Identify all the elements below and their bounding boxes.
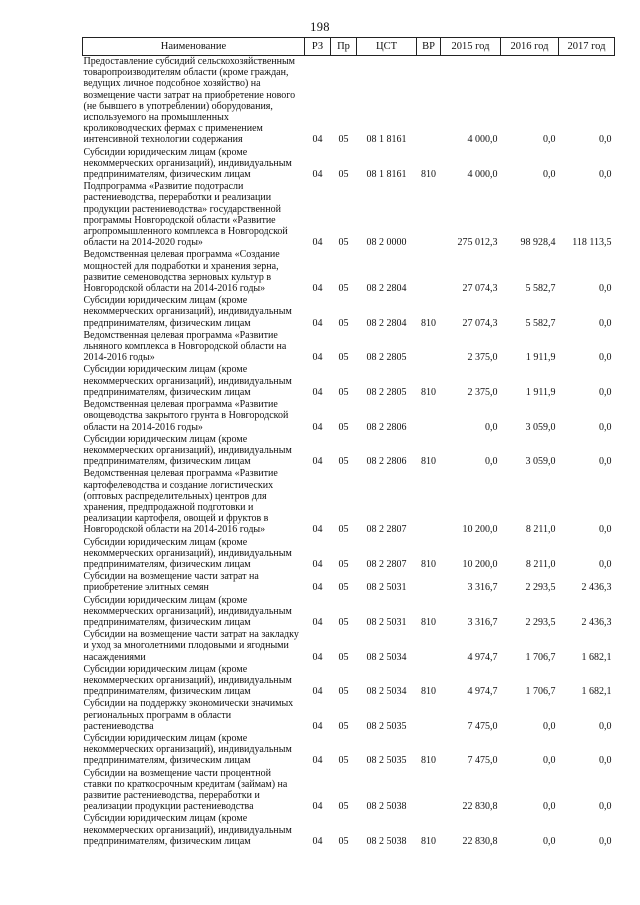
row-vr [417,56,441,147]
row-2015: 2 375,0 [467,386,498,398]
row-pr: 05 [338,720,349,732]
row-vr: 810 [421,456,436,468]
row-rz: 04 [312,720,323,732]
table-body [83,56,615,849]
row-2015: 7 475,0 [467,755,498,767]
row-cst: 08 2 2804 [366,317,407,329]
row-cst: 08 2 5035 [366,720,407,732]
row-2017: 0,0 [599,755,612,767]
header-pr: Пр [331,38,357,56]
row-vr: 810 [421,835,436,847]
row-2017: 0,0 [599,386,612,398]
row-2017: 0,0 [599,421,612,433]
row-2016: 1 706,7 [525,651,556,663]
row-name: Субсидии юридическим лицам (кроме некоммерческих организаций), индивидуальным предпринимателям, физическим лицам [83,364,292,398]
table-row [83,595,615,630]
row-vr: 810 [421,686,436,698]
row-name: Субсидии юридическим лицам (кроме некоммерческих организаций), индивидуальным предпринимателям, физическим лицам [83,295,292,329]
row-rz: 04 [312,386,323,398]
row-name: Ведомственная целевая программа «Развитие овощеводства закрытого грунта в Новгородской области на 2014-2016 годы» [83,399,289,433]
row-name: Субсидии юридическим лицам (кроме некоммерческих организаций), индивидуальным предпринимателям, физическим лицам [83,813,292,847]
table-row [83,664,615,699]
row-name: Субсидии юридическим лицам (кроме некоммерческих организаций), индивидуальным предпринимателям, физическим лицам [83,536,292,570]
row-cst: 08 2 5034 [366,686,407,698]
table-row [83,147,615,182]
table-row [83,249,615,295]
table-row [83,768,615,814]
row-name: Субсидии юридическим лицам (кроме некоммерческих организаций), индивидуальным предпринимателям, физическим лицам [83,594,292,628]
row-rz: 04 [312,237,323,249]
table-row [83,733,615,768]
row-name: Ведомственная целевая программа «Развитие льняного комплекса в Новгородской области на 2014-2016 годы» [83,329,287,364]
header-rz: РЗ [305,38,331,56]
row-vr [417,399,441,434]
row-vr: 810 [421,558,436,570]
row-2016: 5 582,7 [525,283,556,295]
row-rz: 04 [312,421,323,433]
row-2016: 8 211,0 [525,558,556,570]
row-2015: 27 074,3 [462,283,498,295]
row-rz: 04 [312,283,323,295]
row-2015: 10 200,0 [462,558,498,570]
row-rz: 04 [312,134,323,146]
row-cst: 08 2 5034 [366,651,407,663]
table-row [83,571,615,594]
row-2017: 0,0 [599,134,612,146]
row-vr: 810 [421,386,436,398]
row-vr: 810 [421,317,436,329]
row-vr: 810 [421,616,436,628]
row-2017: 0,0 [599,169,612,181]
row-cst: 08 2 5035 [366,755,407,767]
row-2016: 1 706,7 [525,686,556,698]
row-rz: 04 [312,169,323,181]
row-cst: 08 2 2807 [366,558,407,570]
row-2016: 3 059,0 [525,456,556,468]
row-name: Субсидии на поддержку экономически значимых региональных программ в области растениеводства [83,698,294,732]
table-row [83,181,615,249]
row-2017: 1 682,1 [581,651,612,663]
header-2015: 2015 год [441,38,501,56]
row-vr [417,330,441,365]
row-2015: 22 830,8 [462,835,498,847]
row-2016: 0,0 [543,835,556,847]
row-2016: 0,0 [543,801,556,813]
row-2016: 0,0 [543,755,556,767]
table-row [83,629,615,664]
row-2017: 0,0 [599,456,612,468]
row-2017: 1 682,1 [581,686,612,698]
row-2017: 2 436,3 [581,582,612,594]
row-name: Субсидии юридическим лицам (кроме некоммерческих организаций), индивидуальным предпринимателям, физическим лицам [83,433,292,468]
row-cst: 08 2 2805 [366,386,407,398]
row-2017: 0,0 [599,720,612,732]
table-row [83,813,615,848]
row-vr: 810 [421,169,436,181]
row-2017: 0,0 [599,524,612,536]
row-2017: 0,0 [599,352,612,364]
row-pr: 05 [338,456,349,468]
row-2015: 3 316,7 [467,616,498,628]
header-name: Наименование [83,38,305,56]
row-cst: 08 2 5031 [366,582,407,594]
row-name: Субсидии на возмещение части процентной ставки по краткосрочным кредитам (займам) на развитие растениеводства, переработки и реализации продукции растениеводства [83,767,288,813]
row-vr [417,249,441,295]
row-rz: 04 [312,317,323,329]
row-pr: 05 [338,237,349,249]
row-vr [417,181,441,249]
row-2017: 118 113,5 [572,237,612,249]
row-cst: 08 2 5031 [366,616,407,628]
row-2015: 7 475,0 [467,720,498,732]
budget-table [82,37,615,848]
row-vr [417,768,441,814]
row-2015: 0,0 [485,421,498,433]
row-pr: 05 [338,801,349,813]
row-cst: 08 2 2806 [366,421,407,433]
row-cst: 08 2 2805 [366,352,407,364]
row-2017: 0,0 [599,283,612,295]
row-2016: 1 911,9 [525,352,556,364]
row-vr: 810 [421,755,436,767]
row-rz: 04 [312,456,323,468]
row-2015: 0,0 [485,456,498,468]
table-row [83,434,615,469]
table-row [83,364,615,399]
row-2016: 98 928,4 [520,237,556,249]
row-pr: 05 [338,317,349,329]
row-rz: 04 [312,686,323,698]
row-pr: 05 [338,755,349,767]
row-2016: 2 293,5 [525,582,556,594]
row-name: Предоставление субсидий сельскохозяйственным товаропроизводителям области (кроме граждан, ведущих личное подсобное хозяйство) на возмещение части затрат на приобретение нового (не бывшего в употреблении) оборудования, используемого на промышленных кролиководческих фермах с применением интенсивной технологии содержания [83,56,296,146]
row-2016: 1 911,9 [525,386,556,398]
row-pr: 05 [338,352,349,364]
row-pr: 05 [338,686,349,698]
header-2017: 2017 год [559,38,615,56]
row-rz: 04 [312,651,323,663]
row-name: Субсидии юридическим лицам (кроме некоммерческих организаций), индивидуальным предпринимателям, физическим лицам [83,663,292,698]
row-2017: 2 436,3 [581,616,612,628]
row-2015: 4 000,0 [467,134,498,146]
table-row [83,330,615,365]
row-cst: 08 2 0000 [366,237,407,249]
row-name: Подпрограмма «Развитие подотрасли растениеводства, переработки и реализации продукции растениеводства» государственной программы Новгородской области «Развитие агропромышленного комплекса в Новгородской области на 2014-2020 годы» [83,181,288,249]
row-2015: 4 974,7 [467,651,498,663]
row-rz: 04 [312,801,323,813]
row-2016: 0,0 [543,169,556,181]
row-2016: 8 211,0 [525,524,556,536]
row-2016: 0,0 [543,134,556,146]
header-2016: 2016 год [501,38,559,56]
row-2015: 27 074,3 [462,317,498,329]
row-cst: 08 2 5038 [366,835,407,847]
header-vr: ВР [417,38,441,56]
table-header [83,38,615,56]
row-rz: 04 [312,524,323,536]
row-vr [417,571,441,594]
row-vr [417,629,441,664]
table-row [83,468,615,536]
row-pr: 05 [338,524,349,536]
row-pr: 05 [338,582,349,594]
page-number: 198 [310,20,330,34]
row-rz: 04 [312,755,323,767]
row-rz: 04 [312,582,323,594]
row-2015: 10 200,0 [462,524,498,536]
row-name: Субсидии на возмещение части затрат на приобретение элитных семян [83,571,259,594]
row-rz: 04 [312,558,323,570]
table-row [83,537,615,572]
row-name: Субсидии юридическим лицам (кроме некоммерческих организаций), индивидуальным предпринимателям, физическим лицам [83,146,292,181]
row-2015: 2 375,0 [467,352,498,364]
row-2016: 2 293,5 [525,616,556,628]
row-vr [417,468,441,536]
row-name: Субсидии на возмещение части затрат на закладку и уход за многолетними плодовыми и ягодными насаждениями [83,629,299,663]
row-2017: 0,0 [599,317,612,329]
row-rz: 04 [312,352,323,364]
table-row [83,399,615,434]
row-rz: 04 [312,616,323,628]
row-cst: 08 1 8161 [366,134,407,146]
row-pr: 05 [338,386,349,398]
row-rz: 04 [312,835,323,847]
row-pr: 05 [338,616,349,628]
row-pr: 05 [338,651,349,663]
row-2017: 0,0 [599,558,612,570]
row-2017: 0,0 [599,835,612,847]
row-pr: 05 [338,421,349,433]
row-cst: 08 1 8161 [366,169,407,181]
row-name: Ведомственная целевая программа «Развитие картофелеводства и создание логистических (оптовых распределительных) центров для хранения, предпродажной подготовки и реализации картофеля, овощей и фруктов в Новгородской области на 2014-2016 годы» [83,468,278,536]
table-row [83,698,615,733]
row-2017: 0,0 [599,801,612,813]
table-row [83,295,615,330]
row-name: Ведомственная целевая программа «Создание мощностей для подработки и хранения зерна, развитие семеноводства зерновых культур в Новгородской области на 2014-2016 годы» [83,249,280,295]
row-2016: 3 059,0 [525,421,556,433]
row-vr [417,698,441,733]
row-pr: 05 [338,169,349,181]
row-2015: 4 000,0 [467,169,498,181]
row-2016: 5 582,7 [525,317,556,329]
row-pr: 05 [338,134,349,146]
row-cst: 08 2 2806 [366,456,407,468]
row-cst: 08 2 2804 [366,283,407,295]
row-pr: 05 [338,283,349,295]
row-2015: 4 974,7 [467,686,498,698]
row-2015: 275 012,3 [457,237,498,249]
row-pr: 05 [338,835,349,847]
row-2015: 22 830,8 [462,801,498,813]
row-pr: 05 [338,558,349,570]
row-cst: 08 2 5038 [366,801,407,813]
row-cst: 08 2 2807 [366,524,407,536]
row-2015: 3 316,7 [467,582,498,594]
row-2016: 0,0 [543,720,556,732]
row-name: Субсидии юридическим лицам (кроме некоммерческих организаций), индивидуальным предпринимателям, физическим лицам [83,732,292,767]
header-cst: ЦСТ [357,38,417,56]
table-row [83,56,615,147]
